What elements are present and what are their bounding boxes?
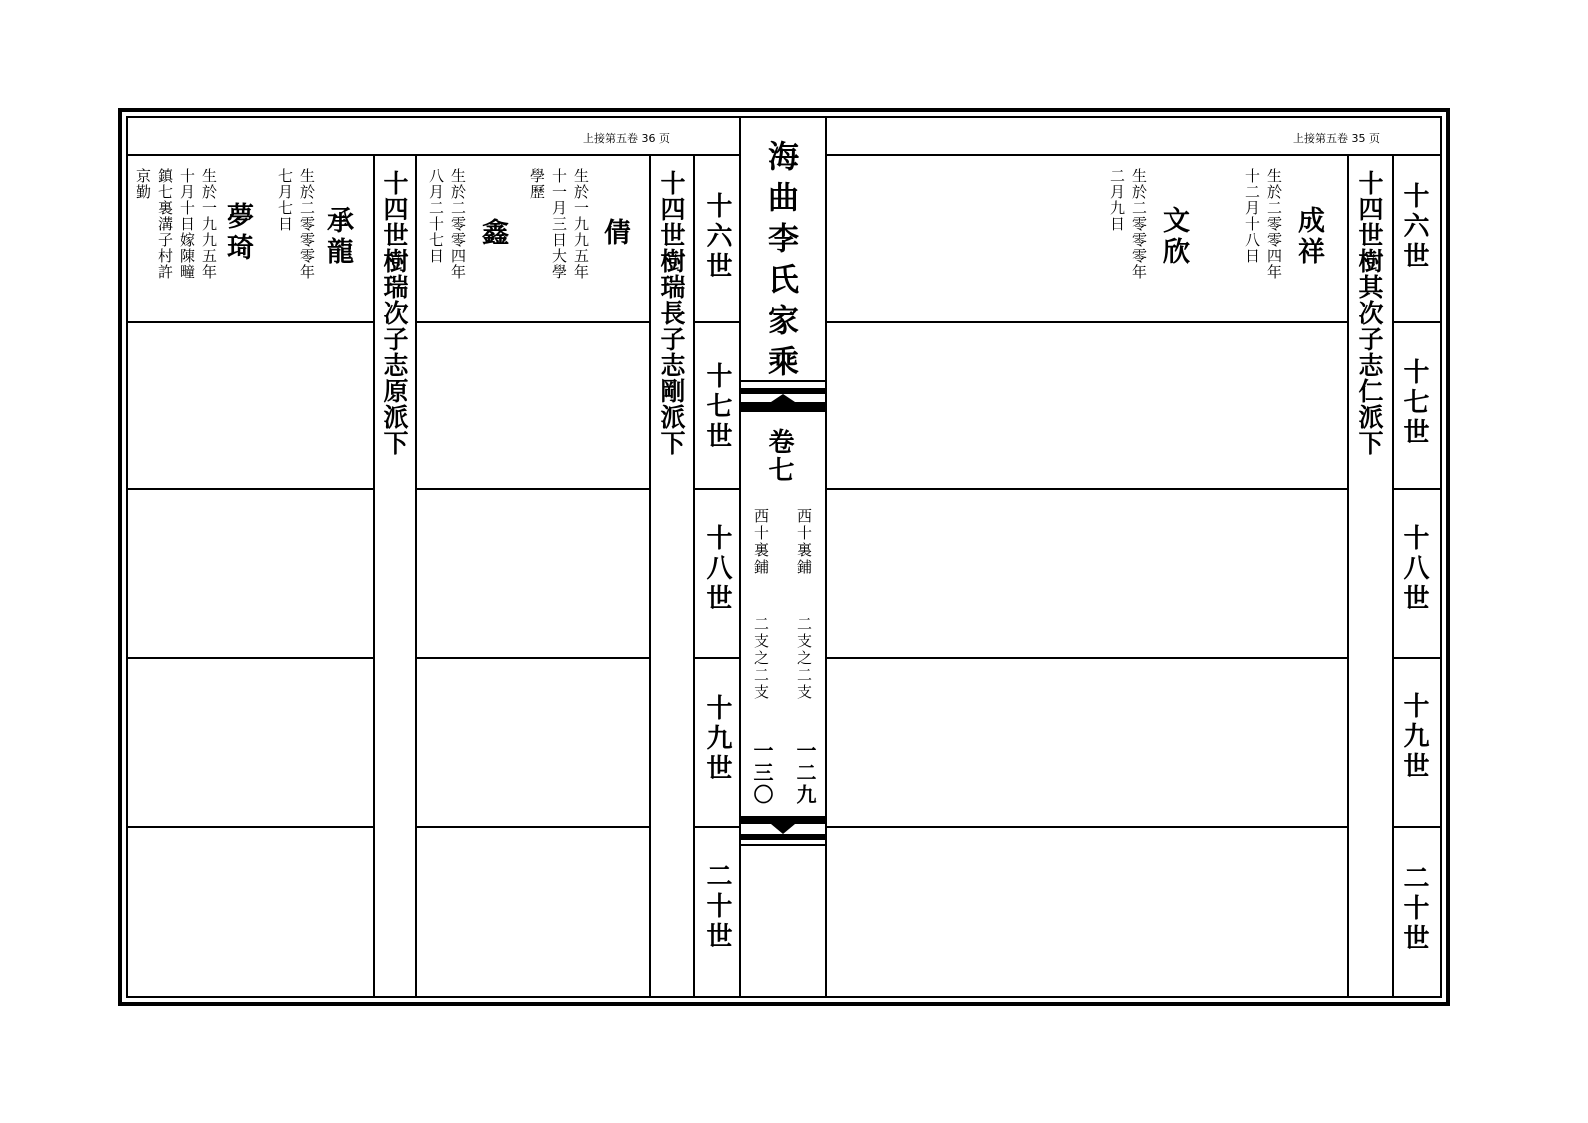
spine-band [741, 834, 825, 840]
person-note: 生於一九九五年 [572, 168, 590, 280]
person-name: 成祥 [1293, 206, 1324, 268]
spine-band [741, 844, 825, 846]
generation-label: 二十世 [702, 862, 732, 952]
person-note: 生於二零零四年 [449, 168, 467, 280]
center-rule-right [825, 118, 827, 996]
branch-right: 二支之二支 [795, 616, 813, 701]
branch-left: 二支之二支 [752, 616, 770, 701]
person-name: 承龍 [322, 206, 353, 268]
branch-header: 十四世樹瑞次子志原派下 [380, 170, 409, 456]
person-note: 生於二零零零年 [1130, 168, 1148, 280]
person-name: 鑫 [477, 218, 508, 249]
person-note: 學歷 [528, 168, 546, 200]
person-note: 十一月三日大學 [550, 168, 568, 280]
generation-label: 十七世 [1399, 358, 1429, 448]
generation-label: 十九世 [1399, 692, 1429, 782]
generation-label: 十九世 [702, 694, 732, 784]
continuation-ref-left: 上接第五卷 36 页 [583, 132, 670, 145]
continuation-ref-right: 上接第五卷 35 页 [1293, 132, 1380, 145]
generation-label: 二十世 [1399, 864, 1429, 954]
person-note: 七月七日 [276, 168, 294, 232]
person-note: 八月二十七日 [427, 168, 445, 264]
person-name: 倩 [599, 218, 630, 249]
generation-label: 十六世 [1399, 182, 1429, 272]
place-right: 西十裏鋪 [795, 508, 813, 576]
person-name: 夢琦 [222, 202, 253, 264]
branch-header: 十四世樹瑞長子志剛派下 [657, 170, 686, 456]
person-note: 十月十日嫁陳疃 [178, 168, 196, 280]
generation-label: 十六世 [702, 192, 732, 282]
person-note: 十二月十八日 [1243, 168, 1261, 264]
person-note: 生於二零零零年 [298, 168, 316, 280]
person-note: 鎮七裏溝子村許 [156, 168, 174, 280]
person-note: 生於二零零四年 [1265, 168, 1283, 280]
person-note: 二月九日 [1108, 168, 1126, 232]
volume-label: 卷七 [764, 428, 794, 484]
person-note: 京勤 [134, 168, 152, 200]
book-title: 海曲李氏家乘 [762, 140, 798, 386]
place-left: 西十裏鋪 [752, 508, 770, 576]
page-number-left: 一三〇 [750, 740, 774, 806]
generation-label: 十八世 [702, 524, 732, 614]
person-name: 文欣 [1158, 206, 1189, 268]
generation-label: 十八世 [1399, 524, 1429, 614]
branch-header: 十四世樹其次子志仁派下 [1355, 170, 1384, 456]
person-note: 生於一九九五年 [200, 168, 218, 280]
page-number-right: 一二九 [793, 740, 817, 806]
generation-label: 十七世 [702, 362, 732, 452]
